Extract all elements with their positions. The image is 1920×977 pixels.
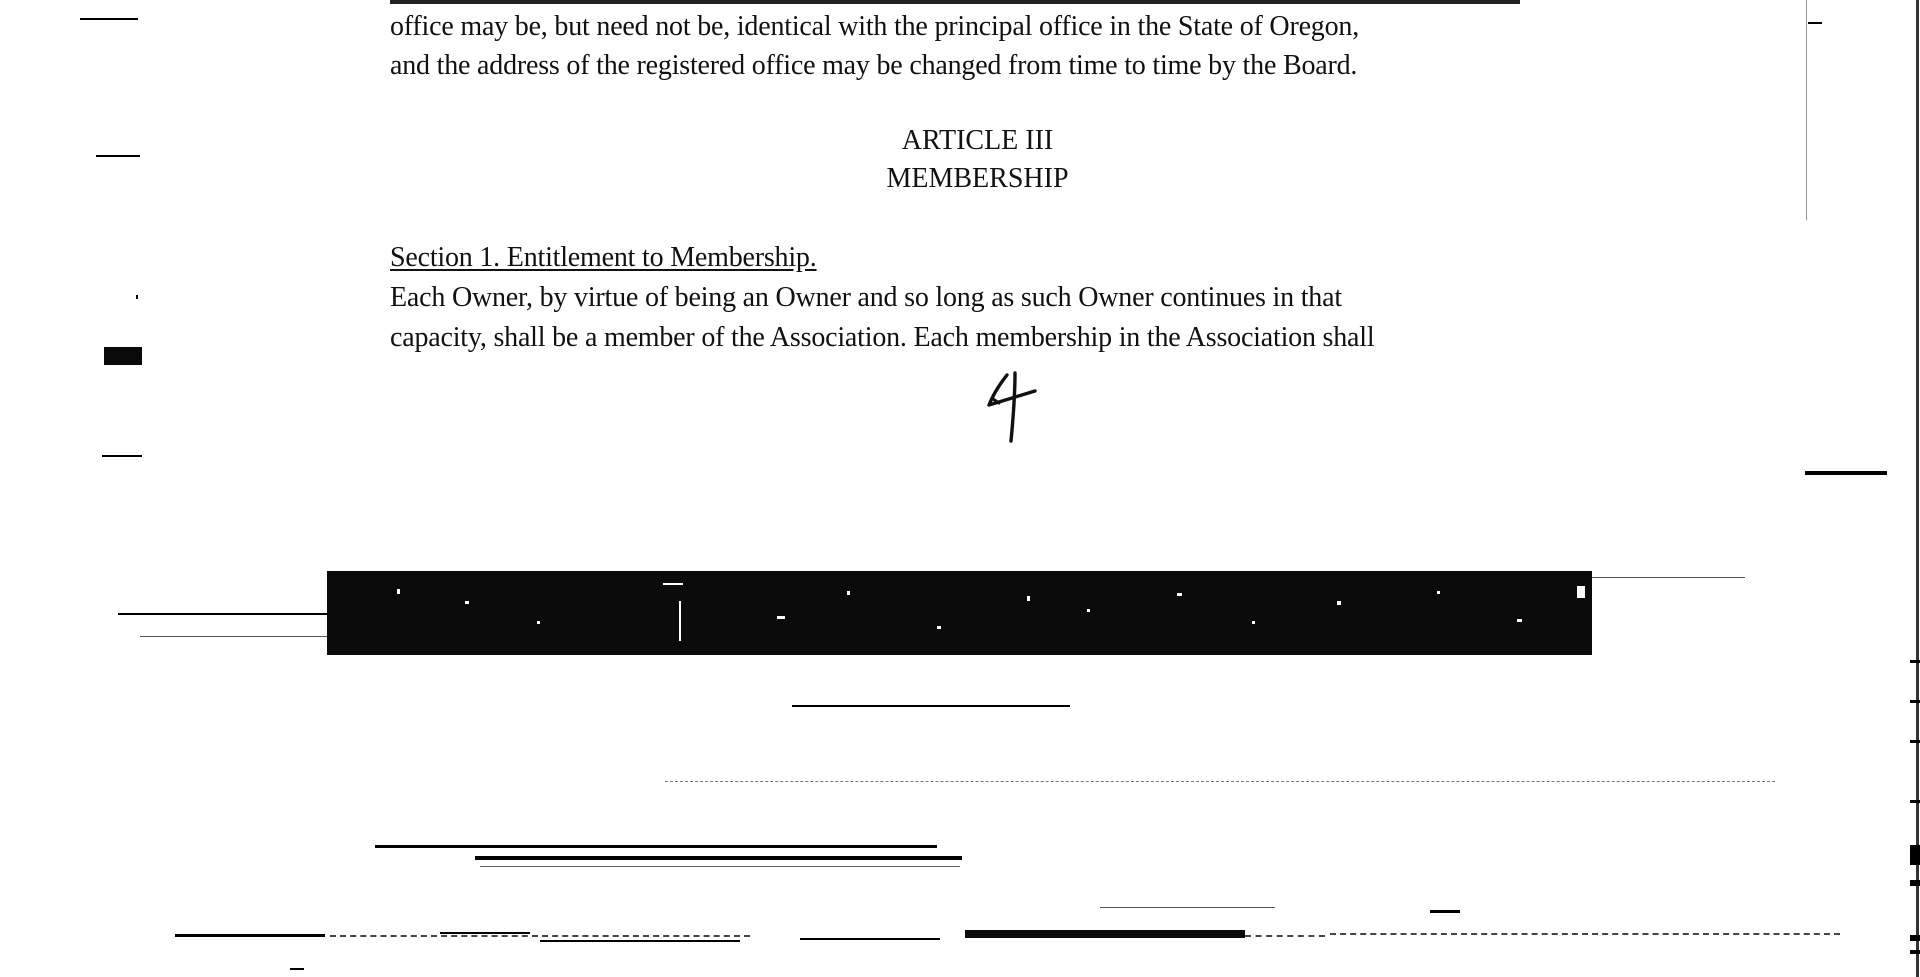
margin-artifact [80,18,138,20]
scan-artifact-line [1100,907,1275,908]
band-speck [1577,586,1585,598]
body-text-line: capacity, shall be a member of the Association. Each membership in the Association shall [390,322,1375,353]
margin-artifact [136,295,138,299]
scan-artifact-line [290,968,304,970]
body-text-line: Each Owner, by virtue of being an Owner and so long as such Owner continues in that [390,282,1342,313]
scan-artifact-line [118,613,328,615]
scan-artifact-line [1430,910,1460,913]
band-speck [1177,593,1182,596]
margin-artifact [1910,700,1920,703]
black-scan-band [327,571,1592,655]
body-text-line: and the address of the registered office may be changed from time to time by the Board. [390,50,1358,81]
band-speck [847,591,850,595]
band-speck [537,621,540,624]
band-speck [397,589,400,594]
scan-artifact-line [1245,935,1325,937]
margin-artifact [96,155,140,157]
scan-artifact-line [330,935,750,937]
band-speck [1087,609,1090,612]
margin-artifact [1805,471,1887,475]
margin-artifact [1910,950,1920,954]
handwritten-page-number [985,355,1055,445]
margin-artifact [1808,22,1822,24]
scan-artifact-line [480,866,960,867]
body-text-line: office may be, but need not be, identical with the principal office in the State of Oregon, [390,11,1360,42]
scan-artifact-line [792,705,1070,707]
scan-artifact-line [800,938,940,940]
band-speck [1337,601,1341,605]
article-title: MEMBERSHIP [886,163,1069,194]
right-edge-line [1806,0,1807,220]
scan-artifact-line [965,930,1245,938]
band-speck [1517,619,1522,622]
band-speck [663,583,683,585]
margin-artifact [102,455,142,457]
margin-artifact [1910,845,1920,865]
scan-artifact-line [540,940,740,942]
margin-artifact [104,347,142,365]
margin-artifact [1910,880,1920,886]
margin-artifact [1910,660,1920,663]
scan-artifact-line [440,932,530,934]
section-heading: Section 1. Entitlement to Membership. [390,242,817,273]
band-speck [1437,591,1440,594]
scan-artifact-line [1590,577,1745,578]
margin-artifact [1910,935,1920,941]
band-speck [679,601,681,641]
article-number: ARTICLE III [901,125,1054,156]
cut-off-text-fragment [390,0,1520,4]
scan-artifact-line [175,934,325,937]
scan-artifact-line [1330,933,1840,935]
scan-artifact-line [140,636,330,637]
margin-artifact [1910,800,1920,803]
band-speck [1027,596,1030,601]
band-speck [937,626,941,629]
band-speck [1252,621,1255,624]
band-speck [777,616,785,619]
band-speck [465,601,469,604]
scan-artifact-line [665,781,1775,782]
scan-artifact-line [475,856,962,860]
right-edge-line [1916,0,1919,977]
margin-artifact [1910,740,1920,743]
scan-artifact-line [375,845,937,848]
